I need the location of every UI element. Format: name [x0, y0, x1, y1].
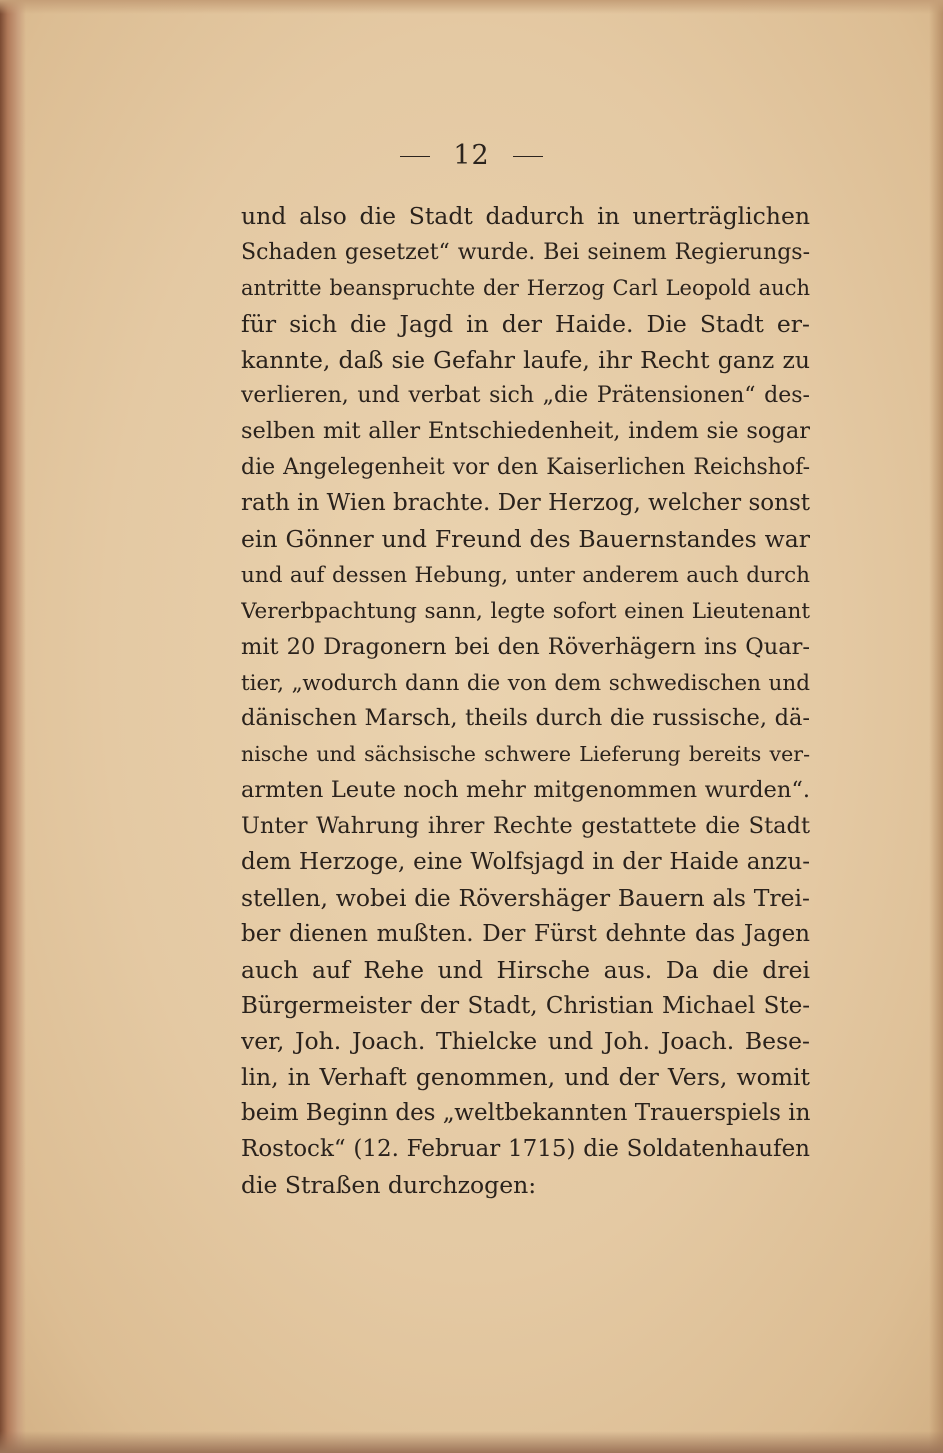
text-line: auch auf Rehe und Hirsche aus. Da die drei — [241, 955, 810, 984]
text-line: armten Leute noch mehr mitgenommen wurden“. — [241, 777, 810, 804]
text-line: mit 20 Dragonern bei den Röverhägern ins Quar- — [241, 633, 810, 660]
page-spine-shadow — [0, 0, 26, 1453]
text-line: beim Beginn des „weltbekannten Trauerspiels in — [241, 1100, 810, 1127]
text-line: ein Gönner und Freund des Bauernstandes war — [241, 525, 810, 554]
text-line: die Angelegenheit vor den Kaiserlichen Reichshof- — [241, 455, 810, 481]
text-line: und also die Stadt dadurch in unerträglichen — [241, 202, 810, 230]
text-line: ver, Joh. Joach. Thielcke und Joh. Joach. Bese- — [241, 1027, 810, 1056]
text-line: dem Herzoge, eine Wolfsjagd in der Haide anzu- — [241, 849, 810, 876]
text-line: kannte, daß sie Gefahr laufe, ihr Recht ganz zu — [241, 345, 810, 374]
text-line: und auf dessen Hebung, unter anderem auch durch — [241, 562, 810, 588]
text-line: dänischen Marsch, theils durch die russische, dä- — [241, 705, 810, 732]
body-text — [241, 199, 810, 1204]
header-dash-left — [400, 156, 430, 157]
page-header — [0, 140, 943, 171]
text-line: verlieren, und verbat sich „die Prätensionen“ des- — [241, 383, 810, 409]
text-line: Bürgermeister der Stadt, Christian Michael Ste- — [241, 992, 810, 1019]
text-line: rath in Wien brachte. Der Herzog, welcher sonst — [241, 490, 810, 517]
text-line: tier, „wodurch dann die von dem schwedischen und — [241, 670, 810, 696]
text-line: ber dienen mußten. Der Fürst dehnte das Jagen — [241, 920, 810, 947]
text-line: Rostock“ (12. Februar 1715) die Soldatenhaufen — [241, 1136, 810, 1163]
text-line: Unter Wahrung ihrer Rechte gestattete die Stadt — [241, 813, 810, 840]
page-edge-right — [929, 0, 943, 1453]
text-line: Schaden gesetzet“ wurde. Bei seinem Regierungs- — [241, 239, 810, 265]
text-line: lin, in Verhaft genommen, und der Vers, womit — [241, 1063, 810, 1092]
text-line: für sich die Jagd in der Haide. Die Stadt er- — [241, 309, 810, 338]
text-line: Vererbpachtung sann, legte sofort einen Lieutenant — [241, 598, 810, 624]
page-edge-top — [0, 0, 943, 14]
page-edge-bottom — [0, 1431, 943, 1453]
text-line: nische und sächsische schwere Lieferung bereits ver- — [241, 742, 810, 767]
text-line: die Straßen durchzogen: — [241, 1171, 537, 1200]
text-line: selben mit aller Entschiedenheit, indem sie sogar — [241, 418, 810, 445]
header-dash-right — [513, 156, 543, 157]
text-line: antritte beanspruchte der Herzog Carl Leopold auch — [241, 275, 810, 300]
text-line: stellen, wobei die Rövershäger Bauern als Trei- — [241, 883, 810, 912]
page-number: 12 — [453, 140, 490, 171]
